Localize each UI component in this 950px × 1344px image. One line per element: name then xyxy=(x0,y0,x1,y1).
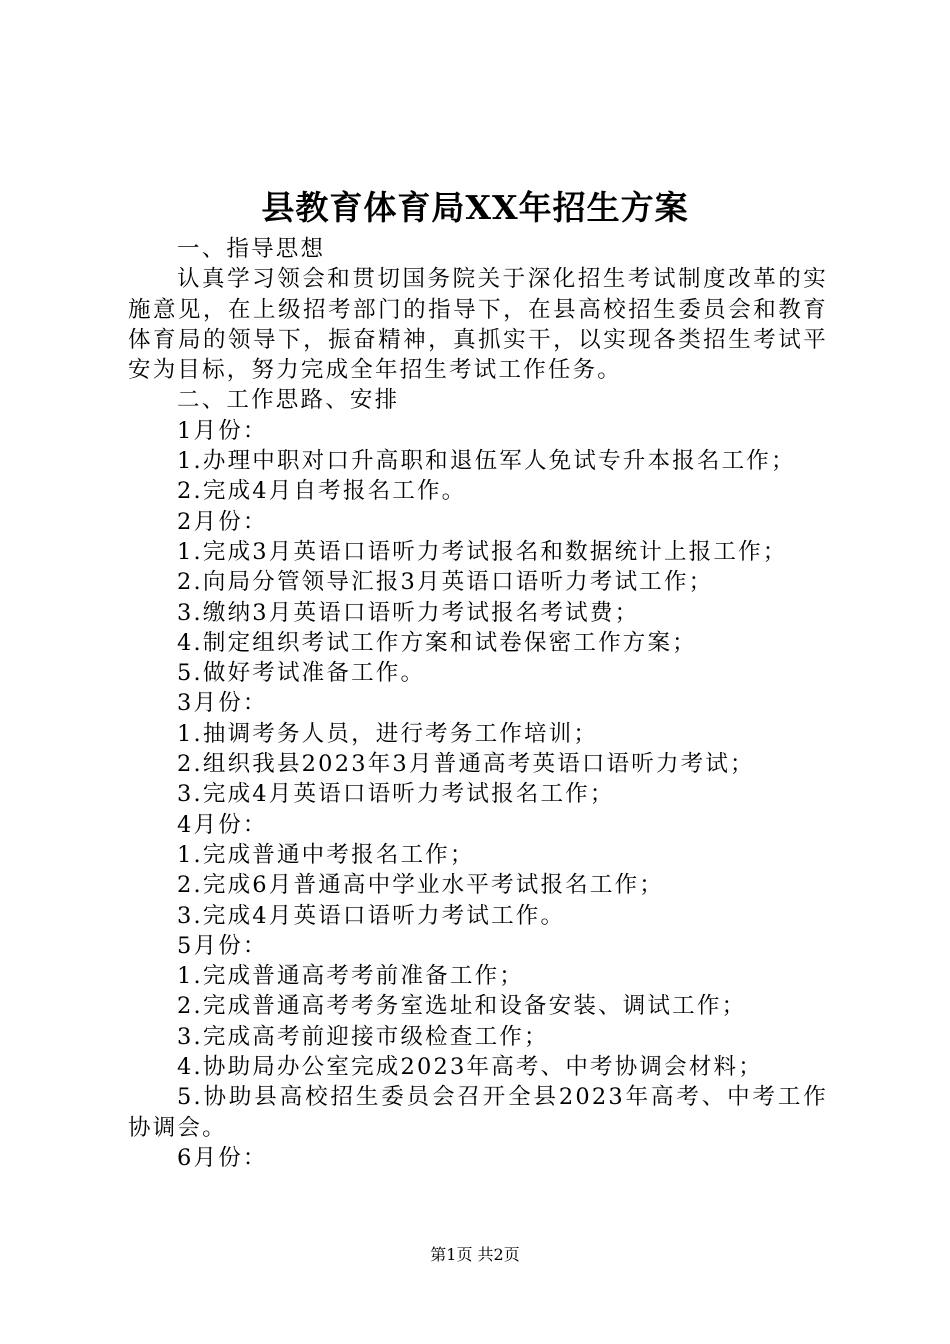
list-item: 2.向局分管领导汇报3月英语口语听力考试工作； xyxy=(177,569,714,596)
list-item: 1.抽调考务人员，进行考务工作培训； xyxy=(177,720,599,747)
list-item: 2.完成4月自考报名工作。 xyxy=(177,478,467,505)
list-item: 4.协助局办公室完成2023年高考、中考协调会材料； xyxy=(177,1054,763,1081)
list-item: 1.完成3月英语口语听力考试报名和数据统计上报工作； xyxy=(177,538,788,565)
section-heading-work-plan: 二、工作思路、安排 xyxy=(177,387,400,414)
list-item: 3.完成高考前迎接市级检查工作； xyxy=(177,1023,549,1050)
paragraph-guiding-idea: 认真学习领会和贯切国务院关于深化招生考试制度改革的实施意见，在上级招考部门的指导下，在县高校招生委员会和教育体育局的领导下，振奋精神，真抓实干，以实现各类招生考试平安为目标，努力完成全年招生考试工作任务。 xyxy=(128,266,828,384)
month-heading-april: 4月份： xyxy=(177,811,268,838)
list-item: 1.完成普通高考考前准备工作； xyxy=(177,963,524,990)
document-title: 县教育体育局XX年招生方案 xyxy=(261,188,689,227)
list-item: 5.做好考试准备工作。 xyxy=(177,660,426,687)
list-item: 2.组织我县2023年3月普通高考英语口语听力考试； xyxy=(177,751,755,778)
list-item: 1.办理中职对口升高职和退伍军人免试专升本报名工作； xyxy=(177,448,796,475)
page-number-footer: 第1页 共2页 xyxy=(430,1245,520,1264)
month-heading-january: 1月份： xyxy=(177,417,268,444)
list-item: 3.完成4月英语口语听力考试工作。 xyxy=(177,902,566,929)
list-item: 5.协助县高校招生委员会召开全县2023年高考、中考工作协调会。 xyxy=(128,1084,828,1141)
list-item: 2.完成6月普通高中学业水平考试报名工作； xyxy=(177,872,664,899)
month-heading-february: 2月份： xyxy=(177,508,268,535)
list-item: 3.缴纳3月英语口语听力考试报名考试费； xyxy=(177,599,640,626)
document-body xyxy=(128,234,828,1173)
list-item: 4.制定组织考试工作方案和试卷保密工作方案； xyxy=(177,629,697,656)
list-item: 2.完成普通高考考务室选址和设备安装、调试工作； xyxy=(177,993,747,1020)
list-item: 1.完成普通中考报名工作； xyxy=(177,841,475,868)
section-heading-guiding-idea: 一、指导思想 xyxy=(177,236,326,262)
list-item: 3.完成4月英语口语听力考试报名工作； xyxy=(177,781,615,808)
month-heading-june: 6月份： xyxy=(177,1144,268,1171)
month-heading-may: 5月份： xyxy=(177,932,268,959)
month-heading-march: 3月份： xyxy=(177,690,268,717)
